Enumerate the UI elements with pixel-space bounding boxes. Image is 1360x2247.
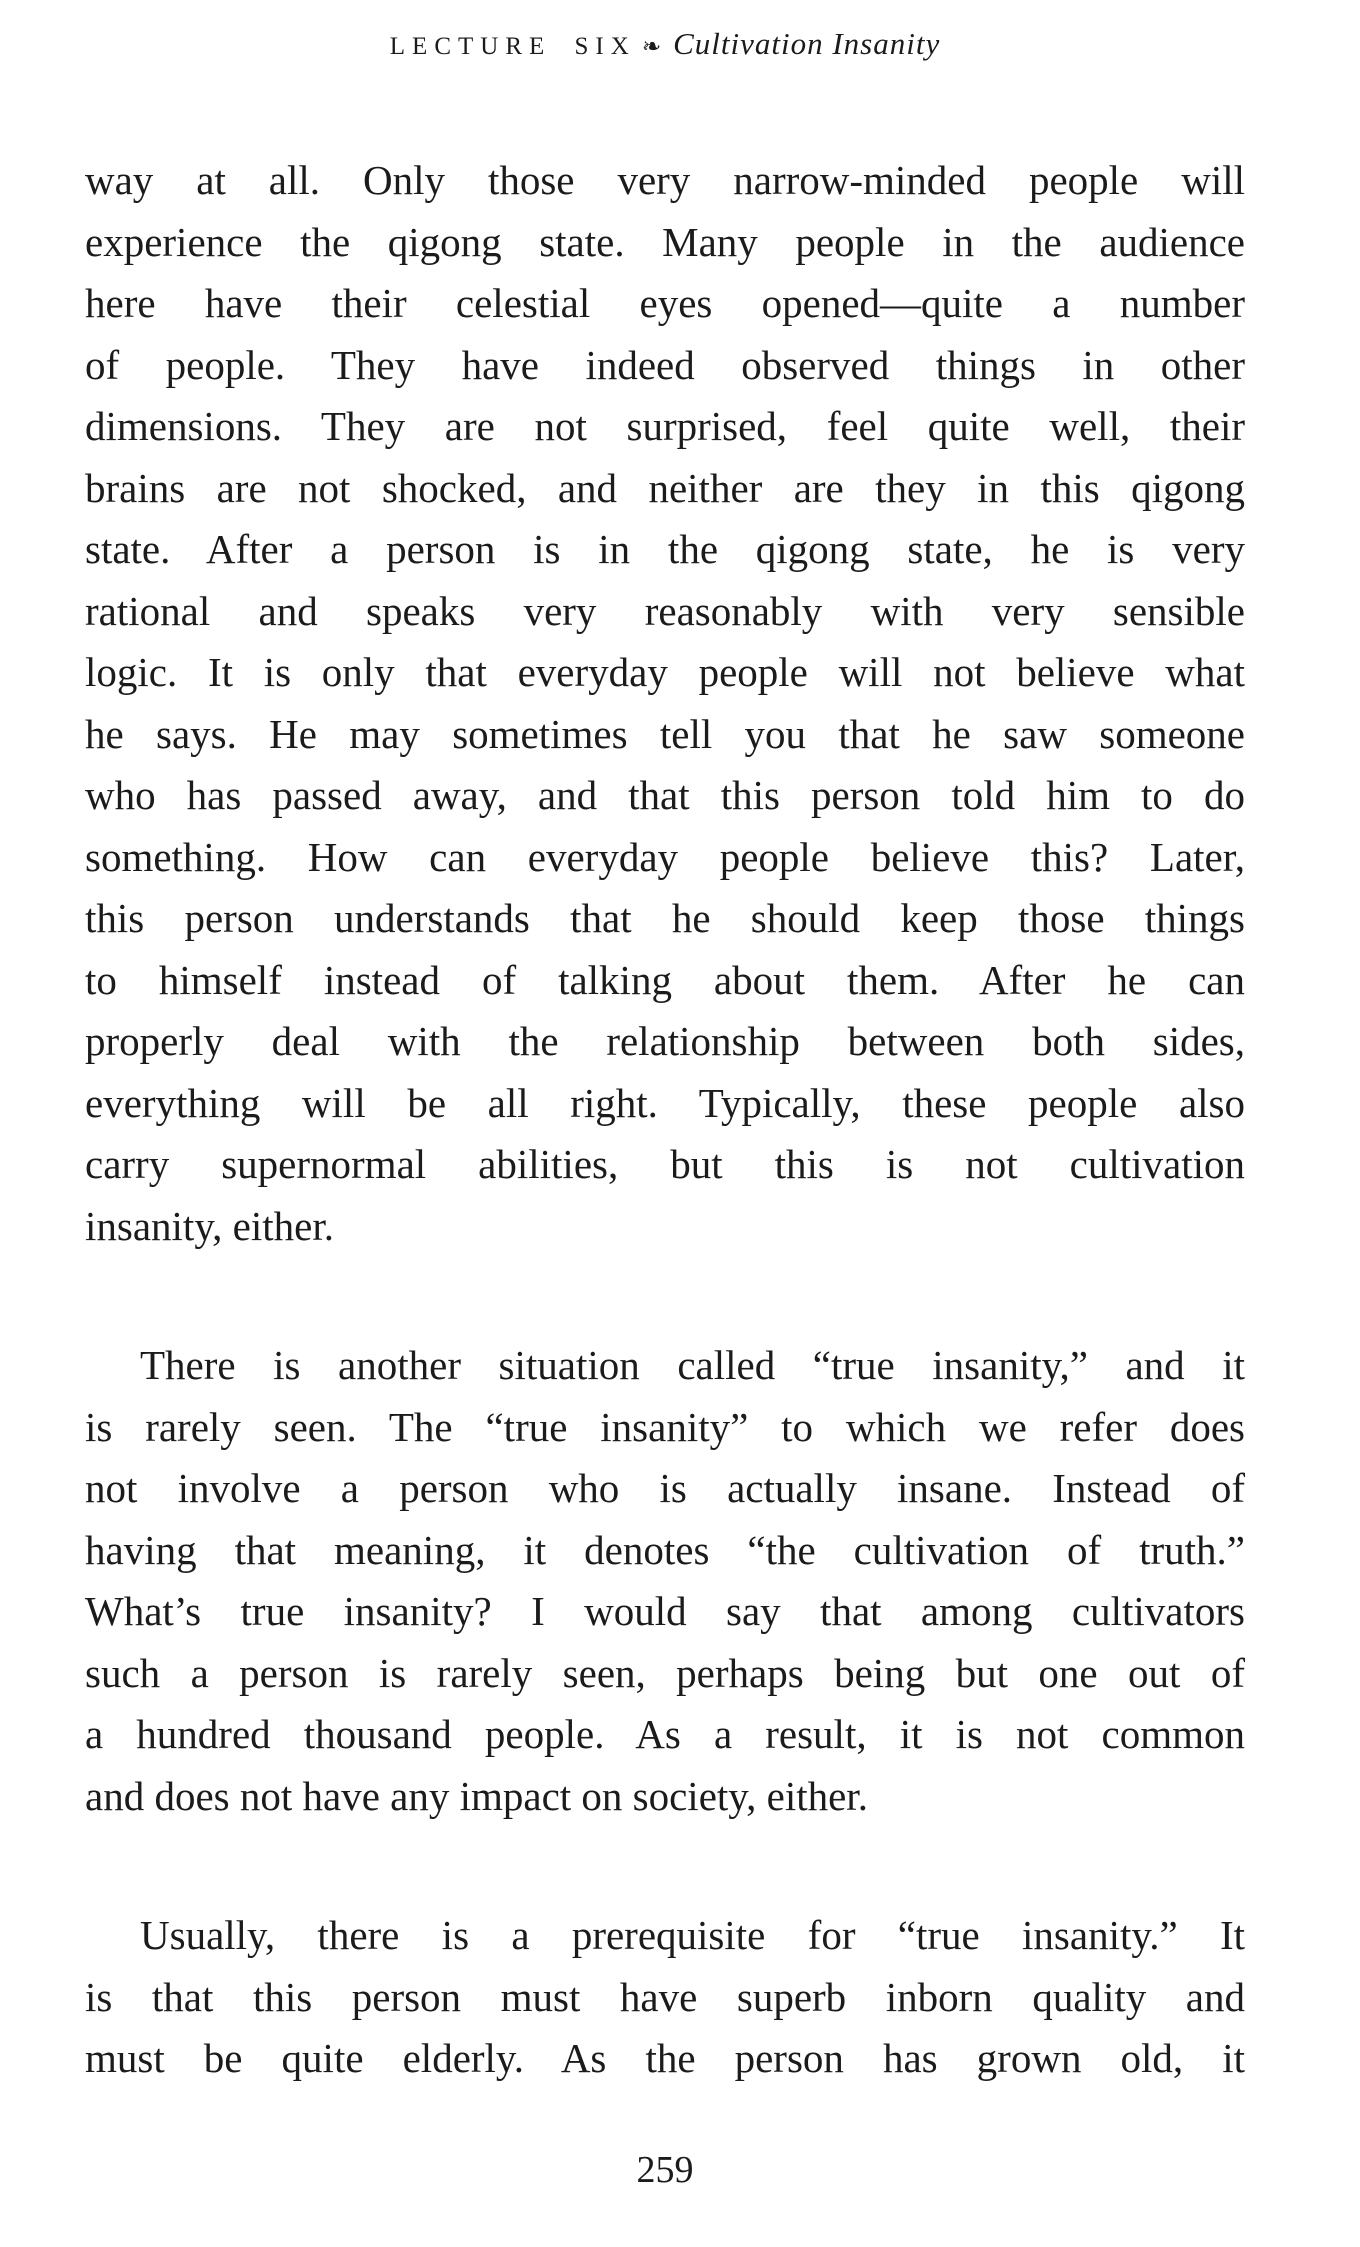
text-line: There is another situation called “true insanity,” and it bbox=[140, 1342, 1245, 1388]
text-line: having that meaning, it denotes “the cultivation of truth.” bbox=[85, 1526, 1245, 1573]
text-line: here have their celestial eyes opened—quite a number bbox=[85, 280, 1245, 326]
text-line: everything will be all right. Typically, these people also bbox=[85, 1079, 1245, 1126]
text-line: not involve a person who is actually insane. Instead of bbox=[85, 1465, 1245, 1511]
text-line: to himself instead of talking about them. After he can bbox=[85, 956, 1245, 1003]
fleuron-icon: ❧ bbox=[641, 34, 662, 60]
text-line: rational and speaks very reasonably with very sensible bbox=[85, 587, 1245, 634]
text-line: is rarely seen. The “true insanity” to which we refer does bbox=[85, 1403, 1245, 1450]
text-line: and does not have any impact on society, either. bbox=[85, 1772, 868, 1819]
text-line: way at all. Only those very narrow-minded people will bbox=[85, 157, 1245, 203]
text-line: dimensions. They are not surprised, feel quite well, their bbox=[85, 403, 1245, 449]
page-number: 259 bbox=[636, 2149, 694, 2191]
text-line: experience the qigong state. Many people in the audience bbox=[85, 218, 1245, 265]
page-footer bbox=[85, 2148, 1245, 2192]
text-line: properly deal with the relationship between both sides, bbox=[85, 1018, 1245, 1064]
paragraph-1 bbox=[85, 150, 1245, 1257]
text-line: insanity, either. bbox=[85, 1202, 334, 1249]
text-line: he says. He may sometimes tell you that he saw someone bbox=[85, 710, 1245, 757]
text-line: must be quite elderly. As the person has grown old, it bbox=[85, 2035, 1245, 2081]
text-line: carry supernormal abilities, but this is not cultivation bbox=[85, 1141, 1245, 1187]
text-line: logic. It is only that everyday people will not believe what bbox=[85, 649, 1245, 695]
paragraph-2 bbox=[85, 1335, 1245, 1827]
text-line: something. How can everyday people believe this? Later, bbox=[85, 833, 1245, 880]
text-line: What’s true insanity? I would say that among cultivators bbox=[85, 1588, 1245, 1634]
paragraph-3 bbox=[85, 1905, 1245, 2090]
running-header bbox=[85, 26, 1245, 62]
lecture-label: LECTURE SIX bbox=[389, 33, 636, 60]
body-text bbox=[85, 150, 1245, 2090]
text-line: Usually, there is a prerequisite for “true insanity.” It bbox=[140, 1912, 1245, 1958]
text-line: of people. They have indeed observed things in other bbox=[85, 341, 1245, 388]
text-line: brains are not shocked, and neither are they in this qigong bbox=[85, 464, 1245, 511]
text-line: a hundred thousand people. As a result, it is not common bbox=[85, 1711, 1245, 1757]
text-line: this person understands that he should keep those things bbox=[85, 895, 1245, 941]
text-line: is that this person must have superb inborn quality and bbox=[85, 1973, 1245, 2020]
chapter-title: Cultivation Insanity bbox=[673, 26, 941, 61]
text-line: who has passed away, and that this person told him to do bbox=[85, 772, 1245, 818]
text-line: such a person is rarely seen, perhaps being but one out of bbox=[85, 1649, 1245, 1696]
text-line: state. After a person is in the qigong state, he is very bbox=[85, 526, 1245, 572]
